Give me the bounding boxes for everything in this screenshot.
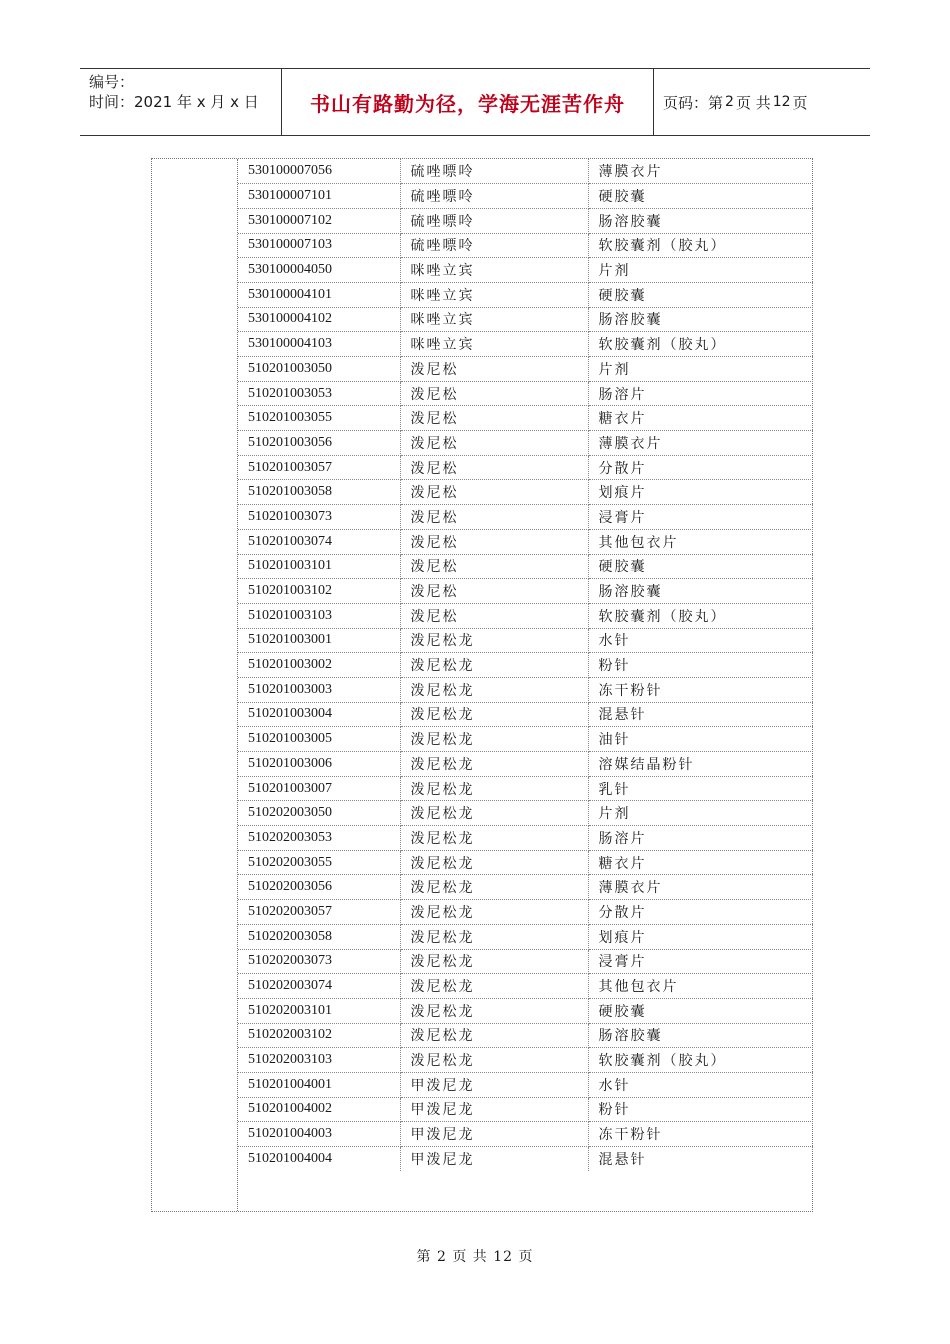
dosage-form-cell: 粉针 bbox=[588, 653, 813, 678]
drug-name-cell: 甲泼尼龙 bbox=[400, 1097, 588, 1122]
dosage-form-cell: 糖衣片 bbox=[588, 850, 813, 875]
dosage-form-cell: 软胶囊剂（胶丸） bbox=[588, 603, 813, 628]
dosage-form-cell: 混悬针 bbox=[598, 1152, 647, 1169]
drug-name-cell: 泼尼松龙 bbox=[400, 1023, 588, 1048]
table-row bbox=[238, 184, 813, 209]
drug-code-cell: 510201003053 bbox=[238, 381, 400, 406]
table-row bbox=[238, 653, 813, 678]
dosage-form-cell: 水针 bbox=[588, 1072, 813, 1097]
table-row bbox=[238, 455, 813, 480]
dosage-form-cell: 肠溶片 bbox=[588, 381, 813, 406]
drug-name-cell: 硫唑嘌呤 bbox=[400, 184, 588, 209]
drug-name-cell: 泼尼松 bbox=[400, 603, 588, 628]
drug-code-cell: 530100007056 bbox=[238, 159, 400, 184]
dosage-form-cell: 划痕片 bbox=[588, 480, 813, 505]
drug-name-cell: 泼尼松龙 bbox=[400, 776, 588, 801]
table-row bbox=[238, 480, 813, 505]
page-total: 12 bbox=[772, 94, 791, 110]
drug-code-cell: 510202003101 bbox=[238, 998, 400, 1023]
table-row bbox=[238, 900, 813, 925]
serial-label: 编号： bbox=[89, 73, 135, 91]
table-row bbox=[238, 357, 813, 382]
table-row bbox=[238, 1023, 813, 1048]
drug-name-cell: 泼尼松龙 bbox=[400, 900, 588, 925]
drug-name-cell: 硫唑嘌呤 bbox=[400, 233, 588, 258]
dosage-form-cell: 薄膜衣片 bbox=[588, 875, 813, 900]
drug-code-cell: 530100007102 bbox=[238, 208, 400, 233]
table-row bbox=[238, 159, 813, 184]
drug-name-cell: 泼尼松 bbox=[400, 431, 588, 456]
table-row bbox=[238, 727, 813, 752]
drug-code-cell: 510202003073 bbox=[238, 949, 400, 974]
drug-name-cell: 咪唑立宾 bbox=[400, 307, 588, 332]
drug-code-cell: 510202003056 bbox=[238, 875, 400, 900]
page-suffix: 页 bbox=[792, 93, 808, 112]
page-header bbox=[80, 68, 870, 136]
drug-name-cell: 硫唑嘌呤 bbox=[400, 159, 588, 184]
drug-name-cell: 泼尼松 bbox=[400, 480, 588, 505]
drug-code-cell: 510201003074 bbox=[238, 529, 400, 554]
drug-name-cell: 泼尼松龙 bbox=[400, 875, 588, 900]
table-row bbox=[238, 1122, 813, 1147]
dosage-form-cell: 硬胶囊 bbox=[588, 998, 813, 1023]
footer-mid: 页 共 bbox=[452, 1249, 488, 1265]
dosage-form-cell: 肠溶胶囊 bbox=[588, 208, 813, 233]
dosage-form-cell: 乳针 bbox=[588, 776, 813, 801]
table-row bbox=[238, 826, 813, 851]
drug-code-cell: 510201003101 bbox=[238, 554, 400, 579]
table-row bbox=[238, 603, 813, 628]
dosage-form-cell: 水针 bbox=[588, 628, 813, 653]
drug-name-cell: 甲泼尼龙 bbox=[400, 1072, 588, 1097]
table-row bbox=[238, 579, 813, 604]
dosage-form-cell: 分散片 bbox=[588, 455, 813, 480]
dosage-form-cell: 肠溶胶囊 bbox=[588, 307, 813, 332]
table-row bbox=[238, 776, 813, 801]
drug-name-cell: 泼尼松龙 bbox=[400, 801, 588, 826]
table-row bbox=[238, 677, 813, 702]
drug-name-cell: 泼尼松龙 bbox=[400, 702, 588, 727]
table-row bbox=[238, 554, 813, 579]
drug-code-cell: 510201003007 bbox=[238, 776, 400, 801]
drug-code-cell: 530100004050 bbox=[238, 258, 400, 283]
footer-prefix: 第 bbox=[416, 1249, 432, 1265]
drug-name-cell: 泼尼松龙 bbox=[400, 850, 588, 875]
category-column bbox=[152, 159, 238, 1211]
dosage-form-cell: 薄膜衣片 bbox=[588, 159, 813, 184]
drug-code-cell: 510201003103 bbox=[238, 603, 400, 628]
drug-table bbox=[238, 159, 813, 1171]
drug-code-cell: 510201004004 bbox=[238, 1147, 400, 1172]
table-row bbox=[238, 875, 813, 900]
drug-name-cell: 泼尼松 bbox=[400, 357, 588, 382]
table-row bbox=[238, 628, 813, 653]
drug-name-cell: 泼尼松 bbox=[400, 381, 588, 406]
drug-name-cell: 泼尼松龙 bbox=[400, 628, 588, 653]
table-row bbox=[238, 801, 813, 826]
table-row bbox=[238, 208, 813, 233]
drug-name-cell: 泼尼松 bbox=[400, 406, 588, 431]
table-row bbox=[238, 949, 813, 974]
dosage-form-cell: 混悬针 bbox=[588, 702, 813, 727]
table-row bbox=[238, 431, 813, 456]
drug-name-cell: 泼尼松龙 bbox=[400, 998, 588, 1023]
dosage-form-cell: 硬胶囊 bbox=[588, 554, 813, 579]
dosage-form-cell: 油针 bbox=[588, 727, 813, 752]
dosage-form-cell: 浸膏片 bbox=[588, 505, 813, 530]
dosage-form-cell: 肠溶胶囊 bbox=[588, 1023, 813, 1048]
dosage-form-cell: 冻干粉针 bbox=[588, 1122, 813, 1147]
drug-name-cell: 咪唑立宾 bbox=[400, 332, 588, 357]
footer-current: 2 bbox=[436, 1249, 447, 1265]
page-prefix: 页码：第 bbox=[663, 93, 724, 112]
drug-name-cell: 咪唑立宾 bbox=[400, 282, 588, 307]
dosage-form-cell: 肠溶片 bbox=[588, 826, 813, 851]
dosage-form-cell: 薄膜衣片 bbox=[588, 431, 813, 456]
dosage-form-cell: 片剂 bbox=[588, 258, 813, 283]
drug-code-cell: 510201003050 bbox=[238, 357, 400, 382]
dosage-form-cell: 分散片 bbox=[588, 900, 813, 925]
table-row bbox=[238, 1147, 813, 1172]
drug-name-cell: 甲泼尼龙 bbox=[400, 1147, 588, 1172]
table-row bbox=[238, 258, 813, 283]
drug-code-cell: 510201003056 bbox=[238, 431, 400, 456]
table-row bbox=[238, 307, 813, 332]
dosage-form-cell: 软胶囊剂（胶丸） bbox=[588, 332, 813, 357]
drug-code-cell: 510202003057 bbox=[238, 900, 400, 925]
drug-code-cell: 510202003055 bbox=[238, 850, 400, 875]
table-row bbox=[238, 332, 813, 357]
dosage-form-cell: 糖衣片 bbox=[588, 406, 813, 431]
drug-code-cell: 510201003058 bbox=[238, 480, 400, 505]
drug-name-cell: 泼尼松龙 bbox=[400, 826, 588, 851]
drug-code-cell: 510201004002 bbox=[238, 1097, 400, 1122]
drug-code-cell: 510202003074 bbox=[238, 974, 400, 999]
drug-code-cell: 510201003003 bbox=[238, 677, 400, 702]
drug-code-cell: 510202003058 bbox=[238, 924, 400, 949]
drug-code-cell: 530100004101 bbox=[238, 282, 400, 307]
drug-code-cell: 510201003006 bbox=[238, 752, 400, 777]
drug-code-cell: 530100004102 bbox=[238, 307, 400, 332]
drug-name-cell: 泼尼松龙 bbox=[400, 727, 588, 752]
drug-name-cell: 甲泼尼龙 bbox=[400, 1122, 588, 1147]
drug-code-cell: 510202003053 bbox=[238, 826, 400, 851]
drug-code-cell: 510202003102 bbox=[238, 1023, 400, 1048]
drug-code-cell: 510201003073 bbox=[238, 505, 400, 530]
drug-name-cell: 泼尼松龙 bbox=[400, 924, 588, 949]
table-row bbox=[238, 529, 813, 554]
drug-name-cell: 泼尼松 bbox=[400, 455, 588, 480]
drug-code-cell: 510201003005 bbox=[238, 727, 400, 752]
header-meta bbox=[80, 69, 282, 135]
drug-name-cell: 泼尼松 bbox=[400, 579, 588, 604]
dosage-form-cell: 其他包衣片 bbox=[588, 974, 813, 999]
page-footer bbox=[0, 1246, 950, 1266]
drug-code-cell: 510202003050 bbox=[238, 801, 400, 826]
table-row bbox=[238, 406, 813, 431]
drug-table-frame bbox=[151, 158, 813, 1212]
page-current: 2 bbox=[725, 94, 734, 110]
dosage-form-cell: 粉针 bbox=[588, 1097, 813, 1122]
drug-code-cell: 510202003103 bbox=[238, 1048, 400, 1073]
time-label: 时间：2021 年 x 月 x 日 bbox=[89, 93, 259, 111]
table-row bbox=[238, 381, 813, 406]
drug-code-cell: 510201003055 bbox=[238, 406, 400, 431]
table-row bbox=[238, 924, 813, 949]
dosage-form-cell: 浸膏片 bbox=[588, 949, 813, 974]
drug-name-cell: 咪唑立宾 bbox=[400, 258, 588, 283]
header-page-number bbox=[654, 69, 870, 135]
dosage-form-cell: 冻干粉针 bbox=[588, 677, 813, 702]
drug-code-cell: 510201003001 bbox=[238, 628, 400, 653]
drug-code-cell: 510201003102 bbox=[238, 579, 400, 604]
drug-name-cell: 泼尼松龙 bbox=[400, 677, 588, 702]
drug-name-cell: 硫唑嘌呤 bbox=[400, 208, 588, 233]
dosage-form-cell: 软胶囊剂（胶丸） bbox=[588, 233, 813, 258]
drug-code-cell: 510201003004 bbox=[238, 702, 400, 727]
drug-name-cell: 泼尼松龙 bbox=[400, 949, 588, 974]
dosage-form-cell: 软胶囊剂（胶丸） bbox=[588, 1048, 813, 1073]
footer-total: 12 bbox=[493, 1249, 514, 1265]
dosage-form-cell: 片剂 bbox=[588, 801, 813, 826]
dosage-form-cell: 肠溶胶囊 bbox=[588, 579, 813, 604]
dosage-form-cell: 片剂 bbox=[588, 357, 813, 382]
page-mid: 页 共 bbox=[735, 93, 771, 112]
table-row bbox=[238, 998, 813, 1023]
drug-code-cell: 530100004103 bbox=[238, 332, 400, 357]
table-row bbox=[238, 1048, 813, 1073]
table-row bbox=[238, 752, 813, 777]
table-row bbox=[238, 505, 813, 530]
dosage-form-cell: 硬胶囊 bbox=[588, 282, 813, 307]
table-row bbox=[238, 850, 813, 875]
drug-code-cell: 530100007103 bbox=[238, 233, 400, 258]
dosage-form-cell: 其他包衣片 bbox=[588, 529, 813, 554]
dosage-form-cell: 硬胶囊 bbox=[588, 184, 813, 209]
drug-name-cell: 泼尼松龙 bbox=[400, 653, 588, 678]
table-row bbox=[238, 702, 813, 727]
drug-code-cell: 510201004001 bbox=[238, 1072, 400, 1097]
table-row bbox=[238, 282, 813, 307]
drug-code-cell: 530100007101 bbox=[238, 184, 400, 209]
drug-code-cell: 510201004003 bbox=[238, 1122, 400, 1147]
header-motto: 书山有路勤为径，学海无涯苦作舟 bbox=[282, 69, 654, 135]
drug-name-cell: 泼尼松龙 bbox=[400, 752, 588, 777]
drug-name-cell: 泼尼松龙 bbox=[400, 1048, 588, 1073]
dosage-form-cell: 溶媒结晶粉针 bbox=[588, 752, 813, 777]
table-row bbox=[238, 974, 813, 999]
drug-code-cell: 510201003002 bbox=[238, 653, 400, 678]
footer-suffix: 页 bbox=[518, 1249, 534, 1265]
drug-name-cell: 泼尼松 bbox=[400, 554, 588, 579]
drug-name-cell: 泼尼松 bbox=[400, 529, 588, 554]
drug-code-cell: 510201003057 bbox=[238, 455, 400, 480]
drug-name-cell: 泼尼松龙 bbox=[400, 974, 588, 999]
table-row bbox=[238, 1072, 813, 1097]
table-row bbox=[238, 1097, 813, 1122]
drug-name-cell: 泼尼松 bbox=[400, 505, 588, 530]
dosage-form-cell: 划痕片 bbox=[588, 924, 813, 949]
drug-table-body bbox=[238, 159, 813, 1171]
table-row bbox=[238, 233, 813, 258]
